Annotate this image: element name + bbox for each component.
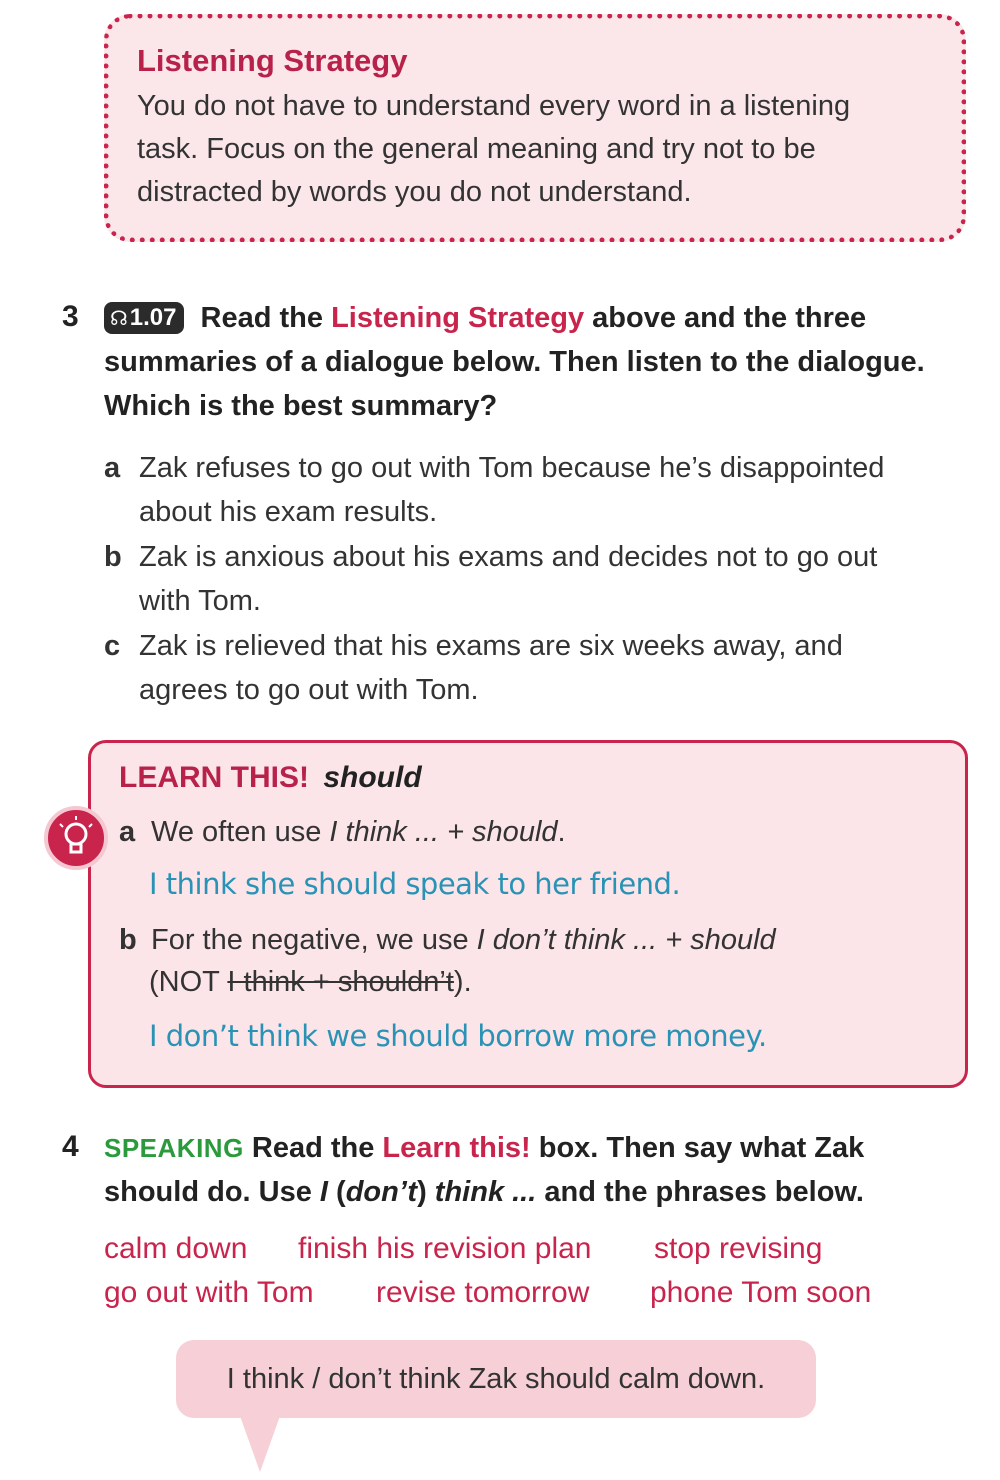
learn-this-title [119, 761, 422, 795]
learn-this-heading: LEARN THIS! [119, 761, 309, 794]
strategy-line: task. Focus on the general meaning and try not to be [137, 133, 816, 165]
phrase: finish his revision plan [298, 1232, 592, 1265]
text: box. Then say what Zak [538, 1132, 865, 1164]
phrase: go out with Tom [104, 1276, 314, 1309]
exercise-4-instructions [104, 1126, 984, 1214]
rule-a [119, 811, 566, 853]
exercise-4-number: 4 [62, 1130, 79, 1163]
exercise-3-number: 3 [62, 300, 79, 333]
phrase: phone Tom soon [650, 1276, 872, 1309]
text: Read the [251, 1132, 375, 1164]
rule-b-note [149, 961, 472, 1003]
incorrect-form: I think + shouldn’t [227, 966, 454, 998]
phrase: stop revising [654, 1232, 823, 1265]
text: ( [327, 1176, 346, 1208]
rule-text: (NOT [149, 966, 228, 998]
text: I [319, 1176, 328, 1208]
exercise-3-line [104, 296, 984, 340]
speech-bubble: I think / don’t think Zak should calm down. [176, 1340, 816, 1418]
phrase: calm down [104, 1232, 248, 1265]
text: Read the [200, 302, 324, 334]
rule-letter: b [119, 924, 137, 956]
option-text: with Tom. [139, 585, 261, 617]
strategy-reference: Listening Strategy [331, 302, 585, 334]
rule-letter: a [119, 816, 136, 848]
option-text: agrees to go out with Tom. [139, 674, 479, 706]
phrase: revise tomorrow [376, 1276, 590, 1309]
rule-text: . [557, 816, 566, 848]
headphones-icon: ☊ [110, 308, 128, 330]
exercise-4-line [104, 1170, 984, 1214]
learn-this-reference: Learn this! [382, 1132, 531, 1164]
learn-this-box [88, 740, 968, 1088]
learn-this-topic: should [323, 761, 422, 794]
strategy-title: Listening Strategy [137, 43, 408, 78]
rule-b [119, 919, 776, 961]
example-b: I don’t think we should borrow more money. [149, 1019, 767, 1053]
text: think ... [434, 1176, 537, 1208]
option-c[interactable] [104, 624, 984, 712]
rule-text: ). [453, 966, 472, 998]
option-text: Zak is relieved that his exams are six weeks away, and [139, 630, 843, 662]
option-letter: c [104, 630, 121, 662]
exercise-3-instructions [104, 296, 984, 428]
strategy-line: You do not have to understand every word in a listening [137, 90, 851, 122]
rule-text: We often use [151, 816, 330, 848]
lightbulb-icon [44, 806, 108, 870]
option-letter: b [104, 541, 122, 573]
text: should do. Use [104, 1176, 320, 1208]
option-letter: a [104, 452, 121, 484]
text: above and the three [592, 302, 867, 334]
audio-track-button[interactable] [104, 302, 184, 334]
option-a[interactable] [104, 446, 984, 534]
audio-track-label: 1.07 [129, 304, 177, 331]
exercise-3-line: summaries of a dialogue below. Then listen to the dialogue. [104, 346, 925, 378]
option-b[interactable] [104, 535, 984, 623]
listening-strategy-box [104, 14, 966, 242]
rule-text: For the negative, we use [151, 924, 477, 956]
rule-pattern: I think ... + should [329, 816, 558, 848]
summary-options [104, 446, 984, 713]
strategy-line: distracted by words you do not understand. [137, 176, 692, 208]
exercise-3-line: Which is the best summary? [104, 390, 498, 422]
option-text: Zak is anxious about his exams and decides not to go out [139, 541, 878, 573]
option-text: about his exam results. [139, 496, 438, 528]
text: and the phrases below. [536, 1176, 864, 1208]
option-text: Zak refuses to go out with Tom because he’s disappointed [139, 452, 885, 484]
speaking-label: SPEAKING [104, 1133, 244, 1163]
example-a: I think she should speak to her friend. [149, 867, 681, 901]
text: ) [417, 1176, 435, 1208]
rule-pattern: I don’t think ... + should [476, 924, 776, 956]
text: don’t [345, 1176, 418, 1208]
speech-bubble-tail [240, 1416, 300, 1476]
exercise-4-line [104, 1126, 984, 1170]
